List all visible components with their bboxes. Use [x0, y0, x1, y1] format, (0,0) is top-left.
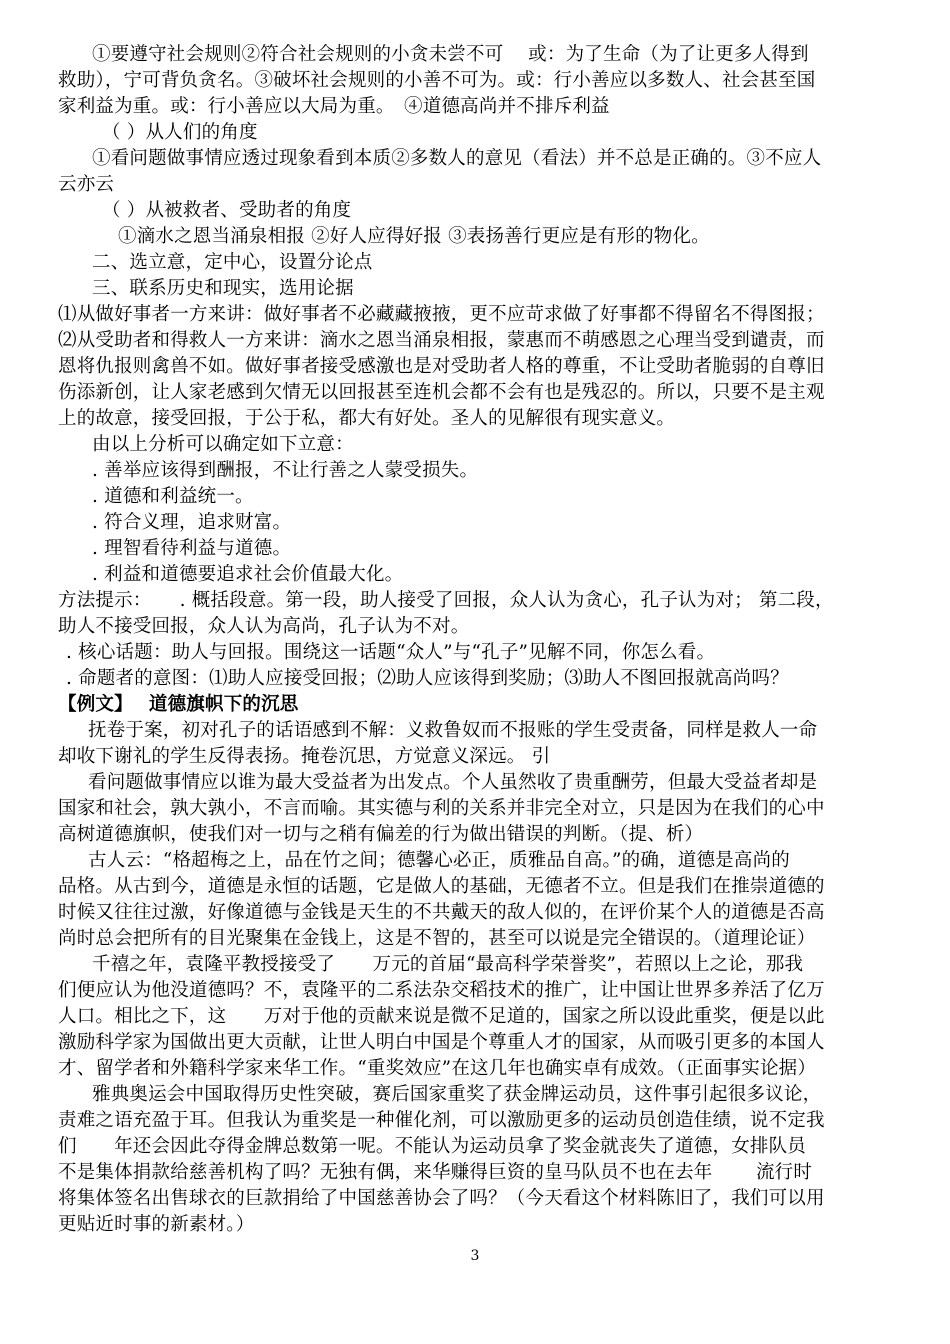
text-line: 伤添新创，让人家老感到欠情无以回报甚至连机会都不会有也是残忍的。所以，只要不是主观 [58, 382, 825, 403]
text-line: （ ）从被救者、受助者的角度 [102, 200, 352, 221]
list-item: . 善举应该得到酬报，不让行善之人蒙受损失。 [92, 460, 479, 481]
text-line: 们 年还会因此夺得金牌总数第一呢。不能认为运动员拿了奖金就丧失了道德，女排队员 [58, 1136, 807, 1157]
text-line: 却收下谢礼的学生反得表扬。掩卷沉思，方觉意义深远。 引 [58, 746, 551, 767]
text-line: 看问题做事情应以谁为最大受益者为出发点。个人虽然收了贵重酬劳，但最大受益者却是 [88, 772, 818, 793]
text-line: 上的故意，接受回报，于公于私，都大有好处。圣人的见解很有现实意义。 [58, 408, 676, 429]
page-number: 3 [470, 1248, 480, 1264]
text-line: 千禧之年，袁隆平教授接受了 万元的首届“最高科学荣誉奖”，若照以上之论，那我 [92, 954, 804, 975]
list-item: . 命题者的意图：⑴助人应接受回报；⑵助人应该得到奖励；⑶助人不图回报就高尚吗？ [66, 668, 789, 689]
list-item: . 核心话题：助人与回报。围绕这一话题“众人”与“孔子”见解不同，你怎么看。 [66, 642, 716, 663]
text-line: 云亦云 [58, 174, 115, 195]
text-line: 才、留学者和外籍科学家来华工作。“重奖效应”在这几年也确实卓有成效。（正面事实论据） [58, 1058, 817, 1079]
text-line: 方法提示： . 概括段意。第一段，助人接受了回报，众人认为贪心，孔子认为对； 第二段， [58, 590, 834, 611]
text-line: 不是集体捐款给慈善机构了吗？无独有偶，来华赚得巨资的皇马队员不也在去年 流行时 [58, 1162, 813, 1183]
text-line: 尚时总会把所有的目光聚集在金钱上，这是不智的，甚至可以说是完全错误的。（道理论证） [58, 928, 816, 949]
text-line: 人口。相比之下，这 万对于他的贡献来说是微不足道的，国家之所以设此重奖，便是以此 [58, 1006, 825, 1027]
text-line: 将集体签名出售球衣的巨款捐给了中国慈善协会了吗？（今天看这个材料陈旧了，我们可以用 [58, 1188, 825, 1209]
text-line: 恩将仇报则禽兽不如。做好事者接受感激也是对受助者人格的尊重，不让受助者脆弱的自尊旧 [58, 356, 825, 377]
section-heading: 三、联系历史和现实，选用论据 [92, 278, 354, 299]
text-line: 责难之语充盈于耳。但我认为重奖是一种催化剂，可以激励更多的运动员创造佳绩，说不定我 [58, 1110, 825, 1131]
text-line: ⑵从受助者和得救人一方来讲：滴水之恩当涌泉相报，蒙惠而不萌感恩之心理当受到谴责，而 [58, 330, 825, 351]
text-line: ⑴从做好事者一方来讲：做好事者不必藏藏掖掖，更不应苛求做了好事都不得留名不得图报； [58, 304, 825, 325]
text-line: （ ）从人们的角度 [102, 122, 258, 143]
list-item: . 道德和利益统一。 [92, 486, 254, 507]
text-line: ①要遵守社会规则②符合社会规则的小贪未尝不可 或：为了生命（为了让更多人得到 [92, 44, 809, 65]
list-item: . 符合义理，追求财富。 [92, 512, 292, 533]
text-line: 激励科学家为国做出更大贡献，让世人明白中国是个尊重人才的国家，从而吸引更多的本国人 [58, 1032, 825, 1053]
text-line: 时候又往往过激，好像道德与金钱是天生的不共戴天的敌人似的，在评价某个人的道德是否高 [58, 902, 825, 923]
text-line: ①滴水之恩当涌泉相报 ②好人应得好报 ③表扬善行更应是有形的物化。 [118, 226, 710, 247]
text-line: 品格。从古到今，道德是永恒的话题，它是做人的基础，无德者不立。但是我们在推崇道德的 [58, 876, 825, 897]
text-line: 更贴近时事的新素材。） [58, 1214, 255, 1235]
example-essay-title: 【例文】 道德旗帜下的沉思 [58, 694, 299, 715]
text-line: 雅典奥运会中国取得历史性突破，赛后国家重奖了获金牌运动员，这件事引起很多议论， [92, 1084, 822, 1105]
text-line: 救助），宁可背负贪名。③破坏社会规则的小善不可为。或：行小善应以多数人、社会甚至国 [58, 70, 816, 91]
text-line: 家利益为重。或：行小善应以大局为重。 ④道德高尚并不排斥利益 [58, 96, 610, 117]
text-line: 们便应认为他没道德吗？不，袁隆平的二系法杂交稻技术的推广，让中国让世界多养活了亿万 [58, 980, 825, 1001]
text-line: 助人不接受回报，众人认为高尚，孔子认为不对。 [58, 616, 470, 637]
text-line: 国家和社会，孰大孰小，不言而喻。其实德与利的关系并非完全对立，只是因为在我们的心中 [58, 798, 825, 819]
text-line: 高树道德旗帜，使我们对一切与之稍有偏差的行为做出错误的判断。（提、析） [58, 824, 704, 845]
list-item: . 理智看待利益与道德。 [92, 538, 292, 559]
text-line: ①看问题做事情应透过现象看到本质②多数人的意见（看法）并不总是正确的。③不应人 [92, 148, 822, 169]
section-heading: 二、选立意，定中心，设置分论点 [92, 252, 373, 273]
text-line: 古人云：“格超梅之上，品在竹之间；德馨心必正，质雅品自高。”的确，道德是高尚的 [88, 850, 790, 871]
text-line: 由以上分析可以确定如下立意： [92, 434, 354, 455]
list-item: . 利益和道德要追求社会价值最大化。 [92, 564, 404, 585]
text-line: 抚卷于案，初对孔子的话语感到不解：义救鲁奴而不报账的学生受责备，同样是救人一命 [88, 720, 818, 741]
